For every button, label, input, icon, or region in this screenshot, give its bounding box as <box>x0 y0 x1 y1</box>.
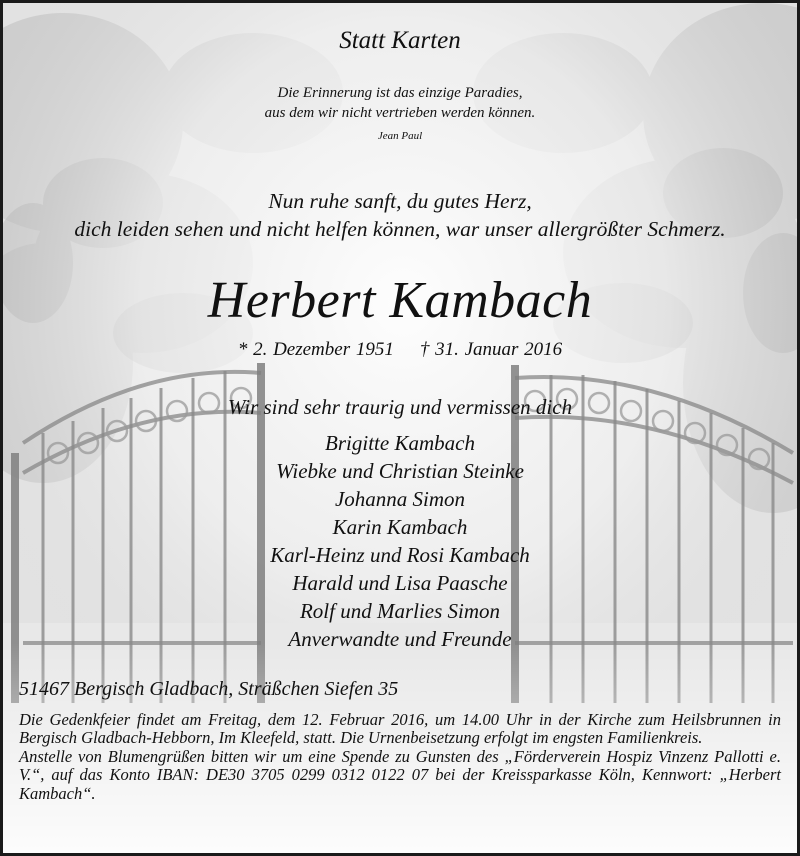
family-member: Johanna Simon <box>334 487 466 511</box>
family-member: Karl-Heinz und Rosi Kambach <box>270 543 530 567</box>
family-member: Wiebke und Christian Steinke <box>276 459 524 483</box>
life-dates <box>3 339 797 361</box>
birth-date: * 2. Dezember 1951 <box>237 339 394 360</box>
quote-line: Die Erinnerung ist das einzige Paradies, <box>277 85 523 101</box>
notice-content <box>3 3 797 853</box>
family-member: Brigitte Kambach <box>325 431 475 455</box>
verse-line: dich leiden sehen und nicht helfen können, war unser allergrößter Schmerz. <box>74 217 726 241</box>
quote <box>3 83 797 123</box>
death-date: † 31. Januar 2016 <box>419 339 563 360</box>
notice-heading: Statt Karten <box>339 27 461 54</box>
family-list <box>3 429 797 653</box>
verse-line: Nun ruhe sanft, du gutes Herz, <box>268 189 532 213</box>
family-member: Anverwandte und Freunde <box>288 627 512 651</box>
donation-text: Anstelle von Blumengrüßen bitten wir um eine Spende zu Gunsten des „Förderverein Hospiz Vinzenz Pallotti e. V.“, auf das Konto IBAN: DE30 3705 0299 0312 0122 07 bei der Kreissparkasse Köln, Kennwort: „Herbert Kambach“. <box>19 746 781 803</box>
ceremony-info <box>19 711 781 803</box>
quote-author: Jean Paul <box>377 130 423 142</box>
family-member: Karin Kambach <box>332 515 468 539</box>
family-address: 51467 Bergisch Gladbach, Sträßchen Siefen 35 <box>19 678 399 700</box>
ceremony-text: Die Gedenkfeier findet am Freitag, dem 12. Februar 2016, um 14.00 Uhr in der Kirche zum Heilsbrunnen in Bergisch Gladbach-Hebborn, Im Kleefeld, statt. Die Urnenbeisetzung erfolgt im engsten Familienkreis. <box>19 710 781 748</box>
deceased-name: Herbert Kambach <box>207 272 593 329</box>
family-member: Harald und Lisa Paasche <box>292 571 508 595</box>
quote-line: aus dem wir nicht vertrieben werden können. <box>264 105 536 121</box>
family-member: Rolf und Marlies Simon <box>299 599 501 623</box>
verse <box>3 187 797 243</box>
mourning-line: Wir sind sehr traurig und vermissen dich <box>227 395 573 419</box>
